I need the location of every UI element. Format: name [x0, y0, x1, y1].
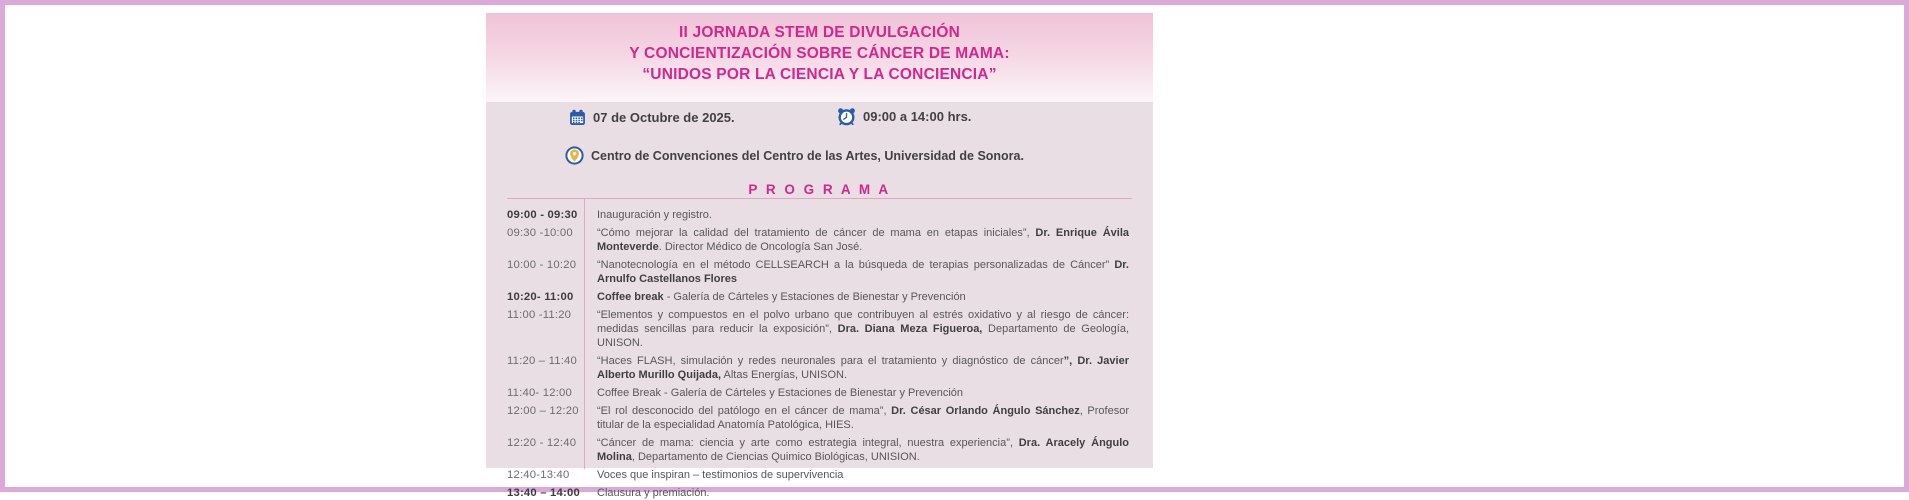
table-row — [507, 436, 1132, 464]
session-text: . Director Médico de Oncología San José. — [658, 241, 863, 253]
session-text: , Departamento de Ciencias Quimico Biológicas, UNISION. — [631, 451, 920, 463]
session-text: Departamento de Geología, UNISON. — [597, 323, 1129, 349]
session-text: “Elementos y compuestos en el polvo urbano que contribuyen al estrés oxidativo y al riesgo de cáncer: medidas sencillas para reducir la exposición”, — [597, 309, 1129, 335]
speaker-name: Dr. César Orlando Ángulo Sánchez — [891, 405, 1080, 417]
flyer-header — [486, 13, 1153, 102]
session-text: Clausura y premiación. — [597, 487, 710, 499]
program-rows — [507, 208, 1132, 500]
event-title-line-2: Y CONCIENTIZACIÓN SOBRE CÁNCER DE MAMA: — [629, 45, 1010, 62]
table-row — [507, 226, 1132, 254]
row-description — [597, 226, 1132, 254]
table-row — [507, 354, 1132, 382]
program-schedule-table — [507, 198, 1132, 499]
table-row — [507, 468, 1132, 482]
event-venue-item — [565, 146, 1024, 165]
session-text: Altas Energías, UNISON. — [721, 369, 847, 381]
table-row — [507, 258, 1132, 286]
event-title-line-3: “UNIDOS POR LA CIENCIA Y LA CONCIENCIA” — [642, 66, 997, 83]
speaker-name: Dra. Aracely Ángulo Molina — [597, 437, 1129, 463]
row-description — [597, 290, 1132, 304]
table-row — [507, 486, 1132, 500]
session-text: , Profesor titular de la especialidad Anatomía Patológica, HIES. — [597, 405, 1129, 431]
table-row — [507, 386, 1132, 400]
row-time: 09:00 - 09:30 — [507, 209, 578, 221]
row-time: 11:40- 12:00 — [507, 387, 573, 399]
speaker-name: Dr. Enrique Ávila Monteverde — [597, 227, 1130, 253]
speaker-name: ”, Dr. Javier Alberto Murillo Quijada, — [597, 355, 1129, 381]
row-description — [597, 436, 1132, 464]
session-text: Voces que inspiran – testimonios de supervivencia — [597, 469, 844, 481]
table-row — [507, 290, 1132, 304]
row-description — [597, 208, 1132, 222]
row-time: 12:20 - 12:40 — [507, 437, 577, 449]
session-text: Inauguración y registro. — [597, 209, 712, 221]
row-description — [597, 354, 1132, 382]
row-description — [597, 386, 1132, 400]
row-time: 13:40 – 14:00 — [507, 487, 580, 499]
row-time: 11:20 – 11:40 — [507, 355, 578, 367]
event-flyer — [486, 13, 1153, 499]
row-description — [597, 308, 1132, 350]
row-time: 11:00 -11:20 — [507, 309, 572, 321]
row-time: 12:40-13:40 — [507, 469, 570, 481]
session-text: “Cáncer de mama: ciencia y arte como estrategia integral, nuestra experiencia”, — [597, 437, 1019, 449]
session-text: - Galería de Cárteles y Estaciones de Bienestar y Prevención — [663, 291, 966, 303]
table-row — [507, 308, 1132, 350]
session-text: “Haces FLASH, simulación y redes neuronales para el tratamiento y diagnóstico de cáncer — [597, 355, 1064, 367]
alarm-clock-icon — [837, 107, 856, 126]
table-row — [507, 208, 1132, 222]
table-column-divider — [584, 199, 585, 469]
row-time: 10:00 - 10:20 — [507, 259, 577, 271]
location-pin-icon — [565, 146, 584, 165]
row-time: 10:20- 11:00 — [507, 291, 574, 303]
event-time-text: 09:00 a 14:00 hrs. — [863, 109, 972, 124]
session-text: “Cómo mejorar la calidad del tratamiento de cáncer de mama en etapas iniciales”, — [597, 227, 1036, 239]
row-description — [597, 404, 1132, 432]
speaker-name: Dr. Arnulfo Castellanos Flores — [597, 259, 1129, 285]
event-date-text: 07 de Octubre de 2025. — [593, 110, 735, 125]
row-description — [597, 468, 1132, 482]
event-title-line-1: II JORNADA STEM DE DIVULGACIÓN — [679, 24, 960, 41]
event-time-item — [837, 107, 971, 126]
speaker-name: Coffee break — [597, 291, 664, 303]
session-text: “Nanotecnología en el método CELLSEARCH a la búsqueda de terapias personalizadas de Cáncer” — [597, 259, 1115, 271]
event-date-item — [569, 109, 735, 126]
row-time: 09:30 -10:00 — [507, 227, 573, 239]
program-heading: P R O G R A M A — [748, 182, 891, 197]
row-time: 12:00 – 12:20 — [507, 405, 579, 417]
row-description — [597, 486, 1132, 500]
event-venue-text: Centro de Convenciones del Centro de las Artes, Universidad de Sonora. — [591, 148, 1024, 163]
calendar-icon — [569, 109, 586, 126]
speaker-name: Dra. Diana Meza Figueroa, — [837, 323, 983, 335]
session-text: “El rol desconocido del patólogo en el cáncer de mama”, — [597, 405, 892, 417]
row-description — [597, 258, 1132, 286]
table-row — [507, 404, 1132, 432]
session-text: Coffee Break - Galería de Cárteles y Estaciones de Bienestar y Prevención — [597, 387, 964, 399]
